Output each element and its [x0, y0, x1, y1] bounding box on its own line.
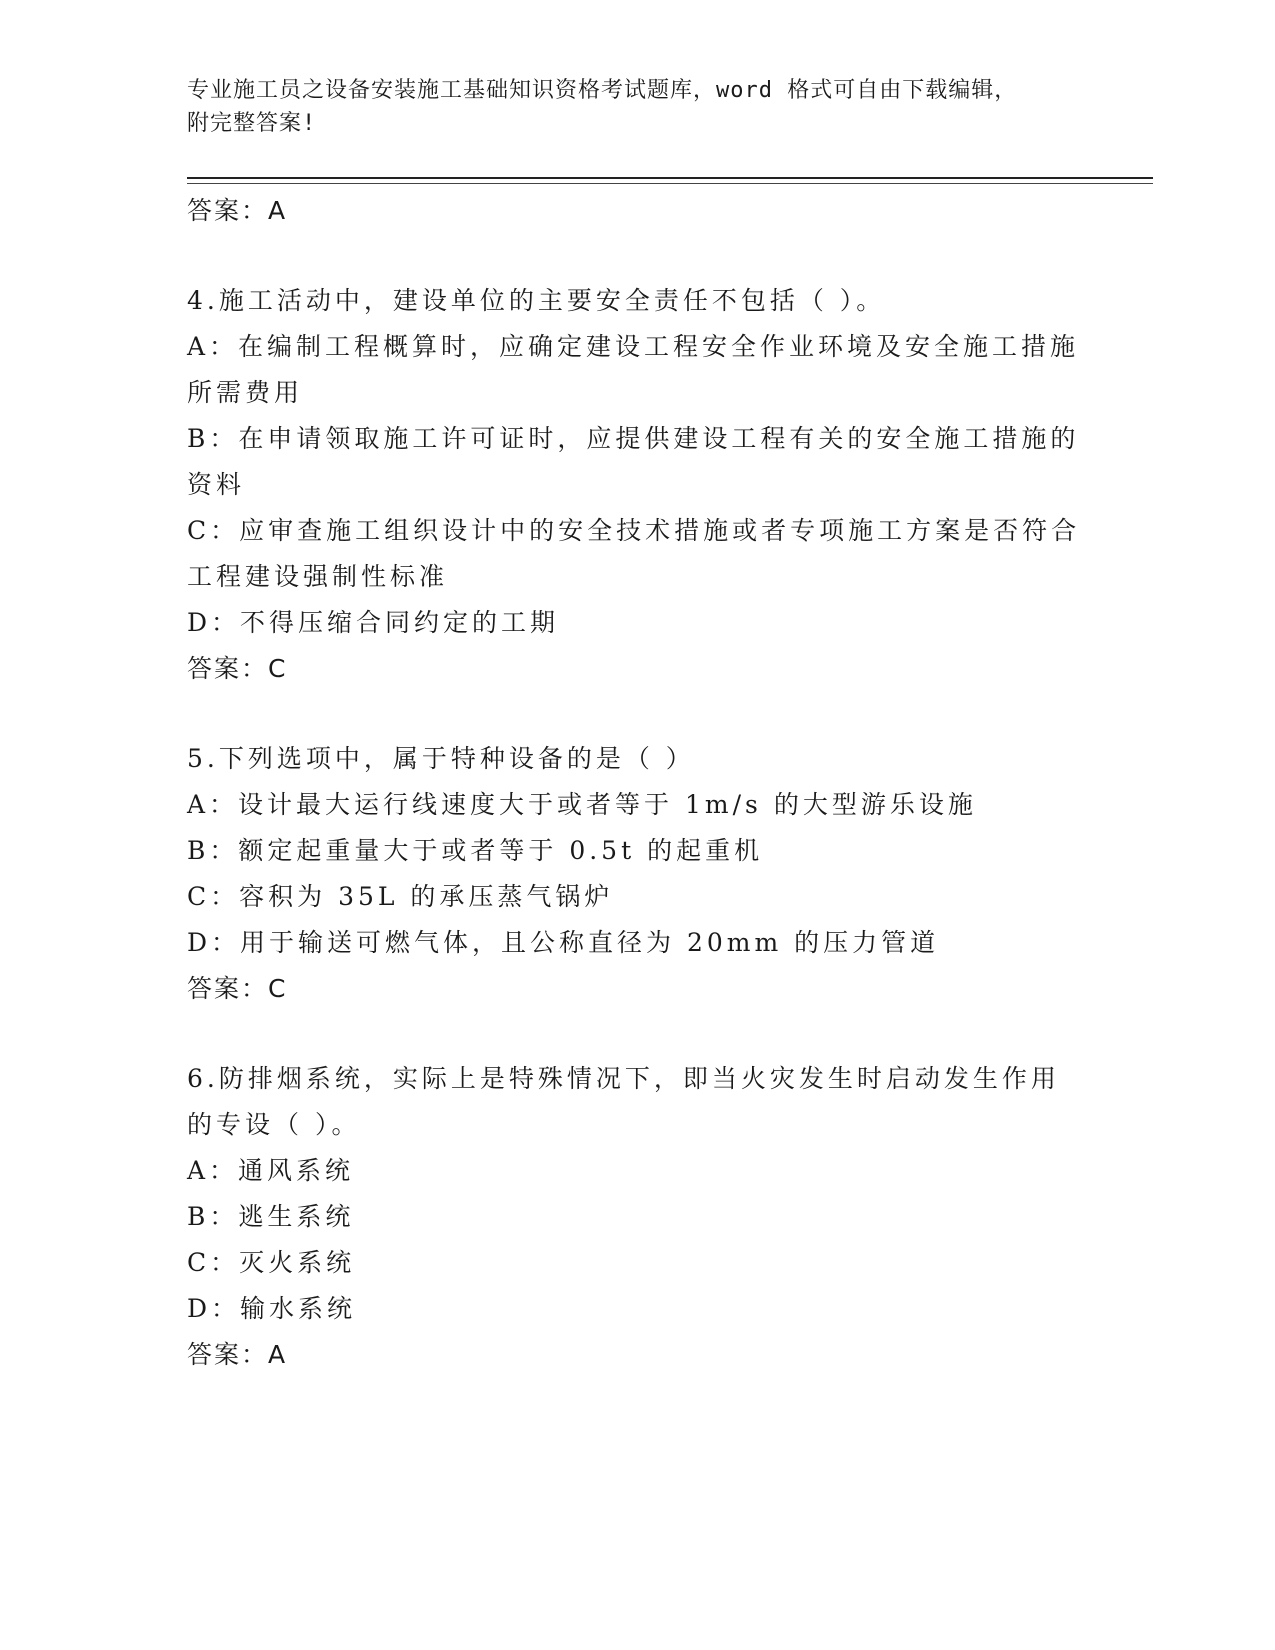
option-a: A：通风系统	[187, 1156, 355, 1185]
option-d: D：用于输送可燃气体，且公称直径为 20mm 的压力管道	[187, 928, 940, 957]
question-stem: 4.施工活动中，建设单位的主要安全责任不包括（ ）。	[187, 286, 886, 315]
question-6	[187, 1056, 1087, 1378]
option-a: A：在编制工程概算时，应确定建设工程安全作业环境及安全施工措施	[187, 332, 1080, 361]
answer: 答案：A	[187, 1340, 288, 1369]
option-b: B：额定起重量大于或者等于 0.5t 的起重机	[187, 836, 764, 865]
header-divider-thick	[187, 177, 1153, 179]
question-stem-continued: 的专设（ ）。	[187, 1110, 361, 1139]
option-b-continued: 资料	[187, 470, 246, 499]
document-header	[187, 74, 1087, 140]
option-b: B：逃生系统	[187, 1202, 355, 1231]
header-line-1: 专业施工员之设备安装施工基础知识资格考试题库，word 格式可自由下载编辑，	[187, 78, 1018, 103]
option-c: C：灭火系统	[187, 1248, 356, 1277]
option-d: D：不得压缩合同约定的工期	[187, 608, 560, 637]
option-b: B：在申请领取施工许可证时，应提供建设工程有关的安全施工措施的	[187, 424, 1080, 453]
header-line-2: 附完整答案!	[187, 111, 317, 136]
document-body	[187, 188, 1087, 1378]
option-c: C：容积为 35L 的承压蒸气锅炉	[187, 882, 614, 911]
answer: 答案：C	[187, 654, 288, 683]
question-4	[187, 278, 1087, 692]
option-a-continued: 所需费用	[187, 378, 304, 407]
option-d: D：输水系统	[187, 1294, 357, 1323]
previous-answer: 答案：A	[187, 196, 288, 225]
header-divider-thin	[187, 183, 1153, 184]
question-stem: 5.下列选项中，属于特种设备的是（ ）	[187, 744, 695, 773]
option-c-continued: 工程建设强制性标准	[187, 562, 449, 591]
question-stem: 6.防排烟系统，实际上是特殊情况下，即当火灾发生时启动发生作用	[187, 1064, 1060, 1093]
answer: 答案：C	[187, 974, 288, 1003]
option-c: C：应审查施工组织设计中的安全技术措施或者专项施工方案是否符合	[187, 516, 1081, 545]
option-a: A：设计最大运行线速度大于或者等于 1m/s 的大型游乐设施	[187, 790, 977, 819]
question-5	[187, 736, 1087, 1012]
